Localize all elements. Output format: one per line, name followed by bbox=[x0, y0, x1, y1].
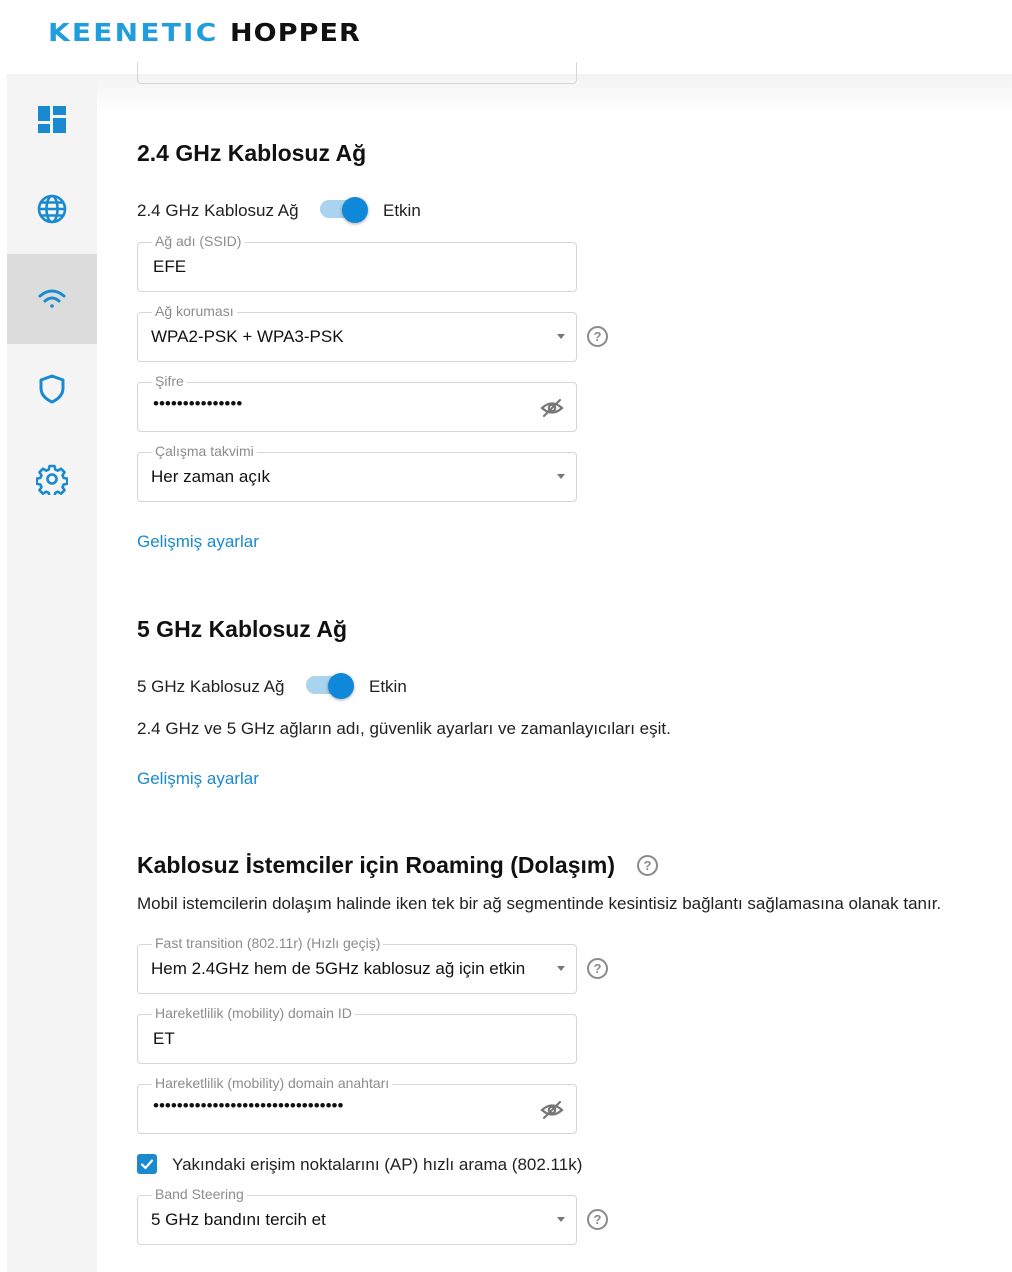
advanced-settings-link-5ghz[interactable]: Gelişmiş ayarlar bbox=[137, 769, 259, 788]
5ghz-note: 2.4 GHz ve 5 GHz ağların adı, güvenlik ayarları ve zamanlayıcıları eşit. bbox=[137, 719, 671, 738]
ssid-field-value: EFE bbox=[153, 257, 187, 276]
password-field[interactable] bbox=[137, 373, 577, 432]
schedule-select[interactable] bbox=[137, 443, 577, 502]
dashboard-icon bbox=[36, 103, 68, 135]
toggle-state-5ghz: Etkin bbox=[369, 677, 407, 696]
sidebar-item-dashboard[interactable] bbox=[7, 74, 97, 164]
product-name: HOPPER bbox=[230, 17, 362, 47]
fast-scan-checkbox[interactable] bbox=[137, 1154, 157, 1174]
check-icon bbox=[140, 1157, 154, 1171]
sidebar-item-settings[interactable] bbox=[7, 434, 97, 524]
help-icon-protection[interactable]: ? bbox=[587, 326, 608, 347]
ssid-field-label: Ağ adı (SSID) bbox=[152, 233, 244, 249]
toggle-knob bbox=[328, 673, 354, 699]
section-title-5ghz: 5 GHz Kablosuz Ağ bbox=[137, 616, 347, 642]
toggle-5ghz[interactable] bbox=[306, 673, 354, 695]
logo bbox=[48, 17, 362, 47]
schedule-select-value: Her zaman açık bbox=[151, 467, 271, 486]
eye-off-icon[interactable] bbox=[540, 1098, 564, 1122]
protection-select[interactable] bbox=[137, 303, 577, 362]
mobility-domain-id-label: Hareketlilik (mobility) domain ID bbox=[152, 1005, 355, 1021]
advanced-settings-link-24ghz[interactable]: Gelişmiş ayarlar bbox=[137, 532, 259, 551]
wifi-icon bbox=[36, 283, 68, 315]
gear-icon bbox=[36, 463, 68, 495]
sidebar-item-security[interactable] bbox=[7, 344, 97, 434]
protection-select-value: WPA2-PSK + WPA3-PSK bbox=[151, 327, 344, 346]
band-steering-value: 5 GHz bandını tercih et bbox=[151, 1210, 326, 1229]
fast-transition-select[interactable] bbox=[137, 935, 577, 994]
mobility-domain-id-field[interactable] bbox=[137, 1005, 577, 1064]
protection-select-label: Ağ koruması bbox=[152, 303, 237, 319]
fast-transition-value: Hem 2.4GHz hem de 5GHz kablosuz ağ için etkin bbox=[151, 959, 526, 978]
sidebar-item-internet[interactable] bbox=[7, 164, 97, 254]
section-title-roaming: Kablosuz İstemciler için Roaming (Dolaşım) bbox=[137, 852, 615, 878]
toggle-knob bbox=[342, 197, 368, 223]
toggle-label-24ghz: 2.4 GHz Kablosuz Ağ bbox=[137, 201, 299, 220]
mobility-domain-key-field[interactable] bbox=[137, 1075, 577, 1134]
help-icon-roaming[interactable]: ? bbox=[637, 855, 658, 876]
band-steering-label: Band Steering bbox=[152, 1186, 247, 1202]
schedule-select-label: Çalışma takvimi bbox=[152, 443, 257, 459]
mobility-domain-id-value: ET bbox=[153, 1029, 175, 1048]
previous-field-edge bbox=[137, 62, 577, 84]
fast-transition-label: Fast transition (802.11r) (Hızlı geçiş) bbox=[152, 935, 383, 951]
toggle-label-5ghz: 5 GHz Kablosuz Ağ bbox=[137, 677, 285, 696]
help-icon-fast-transition[interactable]: ? bbox=[587, 958, 608, 979]
chevron-down-icon bbox=[557, 1217, 565, 1222]
band-steering-select[interactable] bbox=[137, 1186, 577, 1245]
help-icon-band-steering[interactable]: ? bbox=[587, 1209, 608, 1230]
shield-icon bbox=[36, 373, 68, 405]
globe-icon bbox=[36, 193, 68, 225]
roaming-description: Mobil istemcilerin dolaşım halinde iken tek bir ağ segmentinde kesintisiz bağlantı sağlamasına olanak tanır. bbox=[137, 894, 942, 913]
brand-name: KEENETIC bbox=[48, 17, 219, 47]
password-field-value: ••••••••••••••• bbox=[153, 394, 243, 413]
mobility-domain-key-value: •••••••••••••••••••••••••••••••• bbox=[153, 1096, 344, 1115]
sidebar bbox=[7, 74, 97, 1272]
toggle-state-24ghz: Etkin bbox=[383, 201, 421, 220]
chevron-down-icon bbox=[557, 334, 565, 339]
chevron-down-icon bbox=[557, 966, 565, 971]
mobility-domain-key-label: Hareketlilik (mobility) domain anahtarı bbox=[152, 1075, 392, 1091]
password-field-label: Şifre bbox=[152, 373, 187, 389]
eye-off-icon[interactable] bbox=[540, 396, 564, 420]
ssid-field[interactable] bbox=[137, 233, 577, 292]
toggle-24ghz[interactable] bbox=[320, 197, 368, 219]
chevron-down-icon bbox=[557, 474, 565, 479]
sidebar-item-wifi[interactable] bbox=[7, 254, 97, 344]
fast-scan-label: Yakındaki erişim noktalarını (AP) hızlı arama (802.11k) bbox=[172, 1155, 583, 1174]
section-title-24ghz: 2.4 GHz Kablosuz Ağ bbox=[137, 140, 367, 166]
